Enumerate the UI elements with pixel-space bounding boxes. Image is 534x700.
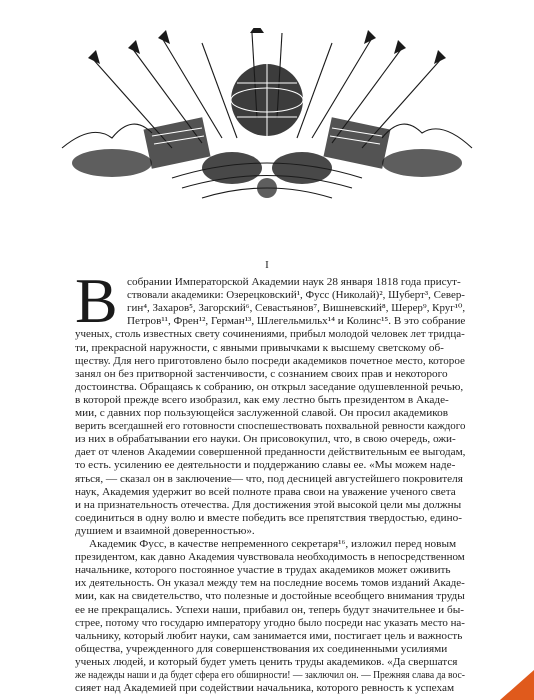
text-line: гин⁴, Захаров⁵, Загорский⁶, Севастьянов⁷, Вишневский⁸, Шерер⁹, Круг¹⁰, (127, 303, 466, 315)
text-line: занял он без притворной застенчивости, с сознанием своих прав и некоторого (75, 368, 448, 380)
text-line: душием и взаимной доверенностью». (75, 525, 255, 537)
text-line: соединиться в одну волю и вместе победить все препятствия твердостью, едино- (75, 512, 462, 524)
text-line: начальнике, которого постоянное участие в трудах академиков может оживить (75, 565, 451, 577)
text-line: в которой прежде всего изобразил, как ему лестно быть президентом в Акаде- (75, 394, 449, 406)
text-line: Академик Фусс, в качестве непременного секретаря¹⁶, изложил перед новым (89, 539, 457, 550)
text-line: собрании Императорской Академии наук 28 января 1818 года присут- (127, 277, 461, 288)
text-line: ствовали академики: Озерецковский¹, Фусс (Николай)², Шуберт³, Север- (127, 290, 465, 302)
drop-cap: В (75, 265, 118, 336)
text-line: ти, прекрасной наружности, с явными привычками к высшему светскому об- (75, 342, 444, 354)
text-line: общества, учрежденного для совершенствования их соединенными усилиями (75, 643, 448, 655)
text-line: мии, с давних пор пользующейся заслуженной славой. Он просил академиков (75, 408, 449, 419)
text-line: мии, как на свидетельство, что полезные и достойные всеобщего внимания труды (75, 591, 465, 603)
text-line: дает от членов Академии совершенной преданности действительным ее выгодам, (75, 447, 466, 459)
text-line: наук, Академия удержит во всей полноте права свои на уважение ученого света (75, 486, 456, 498)
text-line: ее не прекращались. Успехи наши, прибавил он, теперь будут значительнее и бы- (75, 604, 464, 616)
chapter-number: I (265, 259, 269, 271)
text-line: достоинства. Обращаясь к собранию, он открыл заседание одушевленной речью, (75, 381, 464, 393)
text-line: Петров¹¹, Френ¹², Герман¹³, Шлегельмильх¹⁴ и Колинс¹⁵. В это собрание (127, 316, 466, 328)
text-line: верить всегдашней его готовности споспешествовать похвальной ревности каждого (75, 421, 466, 433)
text-line: их деятельность. Он указал между тем на последние восемь томов изданий Акаде- (75, 578, 465, 590)
ornamental-headpiece (52, 28, 482, 206)
text-line: яться, — сказал он в заключение— что, под десницей августейшего покровителя (75, 473, 463, 485)
page-corner-mark (500, 670, 534, 700)
text-line: ученых, столь известных свету сочинениями, прибыл молодой человек лет тридца- (75, 329, 465, 341)
text-line: сияет над Академией при содействии начальника, которого ревность к успехам (75, 683, 455, 695)
text-line: то есть. усилению ее деятельности и поддержанию славы ее. «Мы можем наде- (75, 460, 456, 472)
text-line: ученых людей, и который будет уметь ценить труды академиков. «Да свершатся (75, 656, 458, 668)
text-line: стрее, потому что государю императору угодно было посреди нас указать место на- (75, 617, 465, 629)
text-line: чальнику, который любит науки, сам занимается ими, постигает цель и важность (75, 630, 463, 642)
text-line: из них в обрабатывании его науки. Он присовокупил, что, в свою очередь, ожи- (75, 434, 456, 446)
text-line: ществу. Для него приготовлено было посреди академиков почетное место, которое (75, 355, 465, 367)
text-line: же надежды наши и да будет сфера его обширности! — заключил он. — Прежняя слава да вос- (75, 670, 466, 681)
text-line: и на признательность отечества. Для достижения этой высокой цели мы должны (75, 499, 462, 511)
text-line: президентом, как давно Академия чувствовала необходимость в непосредственном (75, 552, 465, 564)
